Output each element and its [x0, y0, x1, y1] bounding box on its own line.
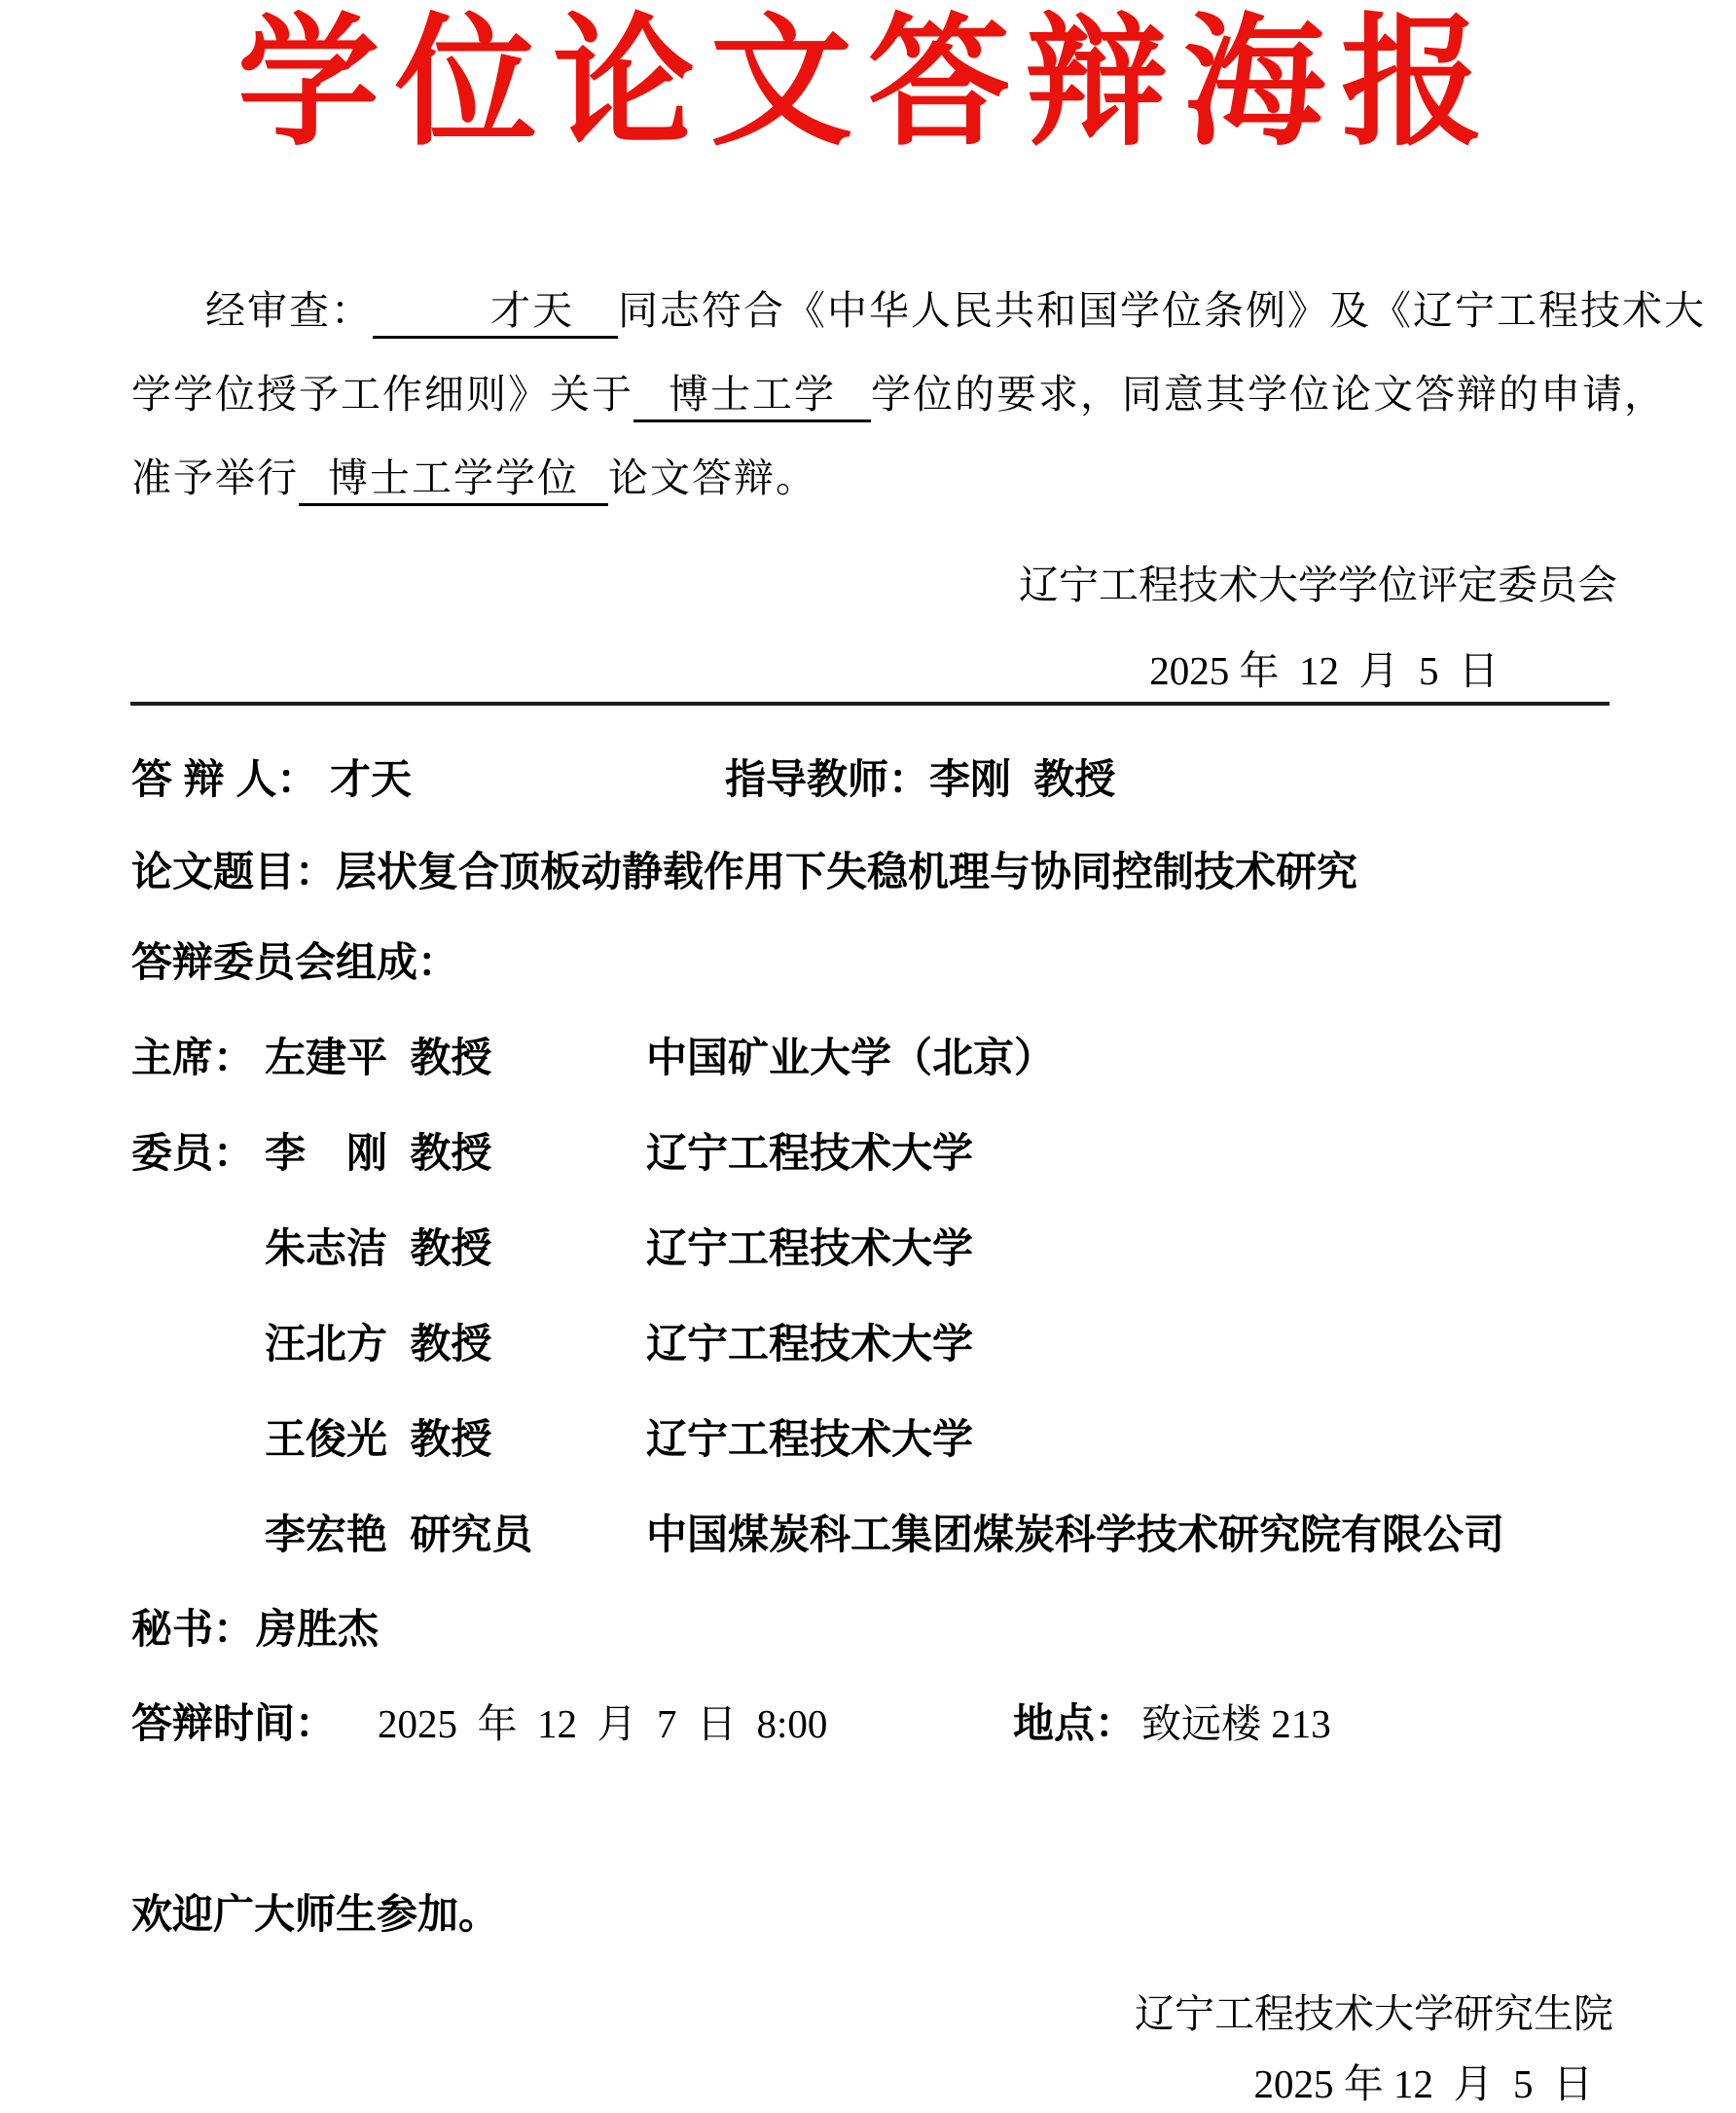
candidate-name-blank: 才天: [373, 285, 618, 339]
committee-role: 主席：: [131, 1035, 255, 1080]
approval-committee-name: 辽宁工程技术大学学位评定委员会: [1019, 563, 1617, 607]
paragraph-line-2-pre: 学学位授予工作细则》关于: [131, 372, 633, 417]
committee-heading: 答辩委员会组成：: [131, 939, 459, 985]
respondent-name: 才天: [330, 756, 413, 802]
committee-member-org: 中国煤炭科工集团煤炭科学技术研究院有限公司: [646, 1512, 1505, 1557]
welcome-line: 欢迎广大师生参加。: [131, 1891, 500, 1937]
committee-row-member: [131, 1121, 1612, 1176]
respondent-label: 答 辩 人：: [131, 756, 318, 802]
thesis-title-row: [131, 840, 1612, 894]
committee-member-name: 李宏艳 研究员: [265, 1512, 533, 1557]
paragraph-line-2-text: 学位的要求，同意其学位论文答辩的申请，: [871, 372, 1666, 417]
location-label: 地点：: [1013, 1700, 1137, 1746]
advisor-label: 指导教师：: [725, 756, 930, 802]
secretary-name: 房胜杰: [256, 1606, 380, 1652]
committee-member-org: 辽宁工程技术大学: [646, 1416, 974, 1462]
location-value: 致远楼 213: [1141, 1701, 1331, 1746]
committee-row-member: [131, 1312, 1612, 1366]
committee-member-org: 中国矿业大学（北京）: [646, 1035, 1056, 1080]
page-title: 学位论文答辩海报: [237, 0, 1499, 165]
advisor-name: 李刚 教授: [929, 756, 1116, 802]
approval-date: 2025 年 12 月 5 日: [1149, 648, 1499, 693]
paragraph-line-1-text: 同志符合《中华人民共和国学位条例》及《辽宁工程技术大: [618, 288, 1706, 333]
paragraph-line-3-text: 论文答辩。: [608, 455, 817, 500]
committee-row-member: [131, 1407, 1612, 1462]
committee-row-member: [131, 1217, 1612, 1271]
secretary-row: [131, 1597, 1612, 1652]
footer-date: 2025 年 12 月 5 日: [1253, 2061, 1593, 2106]
committee-member-org: 辽宁工程技术大学: [646, 1225, 974, 1271]
degree-title-blank: 博士工学学位: [299, 453, 608, 506]
paragraph-line-3-pre: 准予举行: [131, 455, 299, 500]
review-label: 经审查：: [205, 288, 373, 333]
section-divider: [130, 702, 1609, 706]
paragraph-line-3: [131, 436, 1612, 520]
committee-row-member: [131, 1503, 1612, 1557]
schedule-row: [131, 1692, 1612, 1746]
footer-org-name: 辽宁工程技术大学研究生院: [1135, 1991, 1613, 2036]
paragraph-line-1: [131, 269, 1706, 352]
committee-member-name: 李 刚 教授: [265, 1130, 492, 1176]
committee-row-chair: [131, 1026, 1612, 1080]
defense-time-value: 2025 年 12 月 7 日 8:00: [378, 1701, 828, 1746]
degree-type-blank: 博士工学: [633, 369, 871, 422]
thesis-label: 论文题目：: [131, 849, 337, 894]
committee-member-org: 辽宁工程技术大学: [646, 1130, 974, 1176]
committee-member-name: 王俊光 教授: [265, 1416, 492, 1462]
committee-member-org: 辽宁工程技术大学: [646, 1321, 974, 1366]
committee-member-name: 汪北方 教授: [265, 1321, 492, 1366]
thesis-title: 层状复合顶板动静载作用下失稳机理与协同控制技术研究: [336, 849, 1358, 894]
committee-role: 委员：: [131, 1130, 255, 1176]
approval-paragraph: [131, 269, 1706, 520]
respondent-advisor-row: [131, 747, 1612, 802]
paragraph-line-2: [131, 352, 1666, 436]
secretary-label: 秘书：: [131, 1606, 255, 1652]
committee-member-name: 左建平 教授: [265, 1035, 492, 1080]
committee-member-name: 朱志洁 教授: [265, 1225, 492, 1271]
defense-time-label: 答辩时间：: [131, 1700, 337, 1746]
